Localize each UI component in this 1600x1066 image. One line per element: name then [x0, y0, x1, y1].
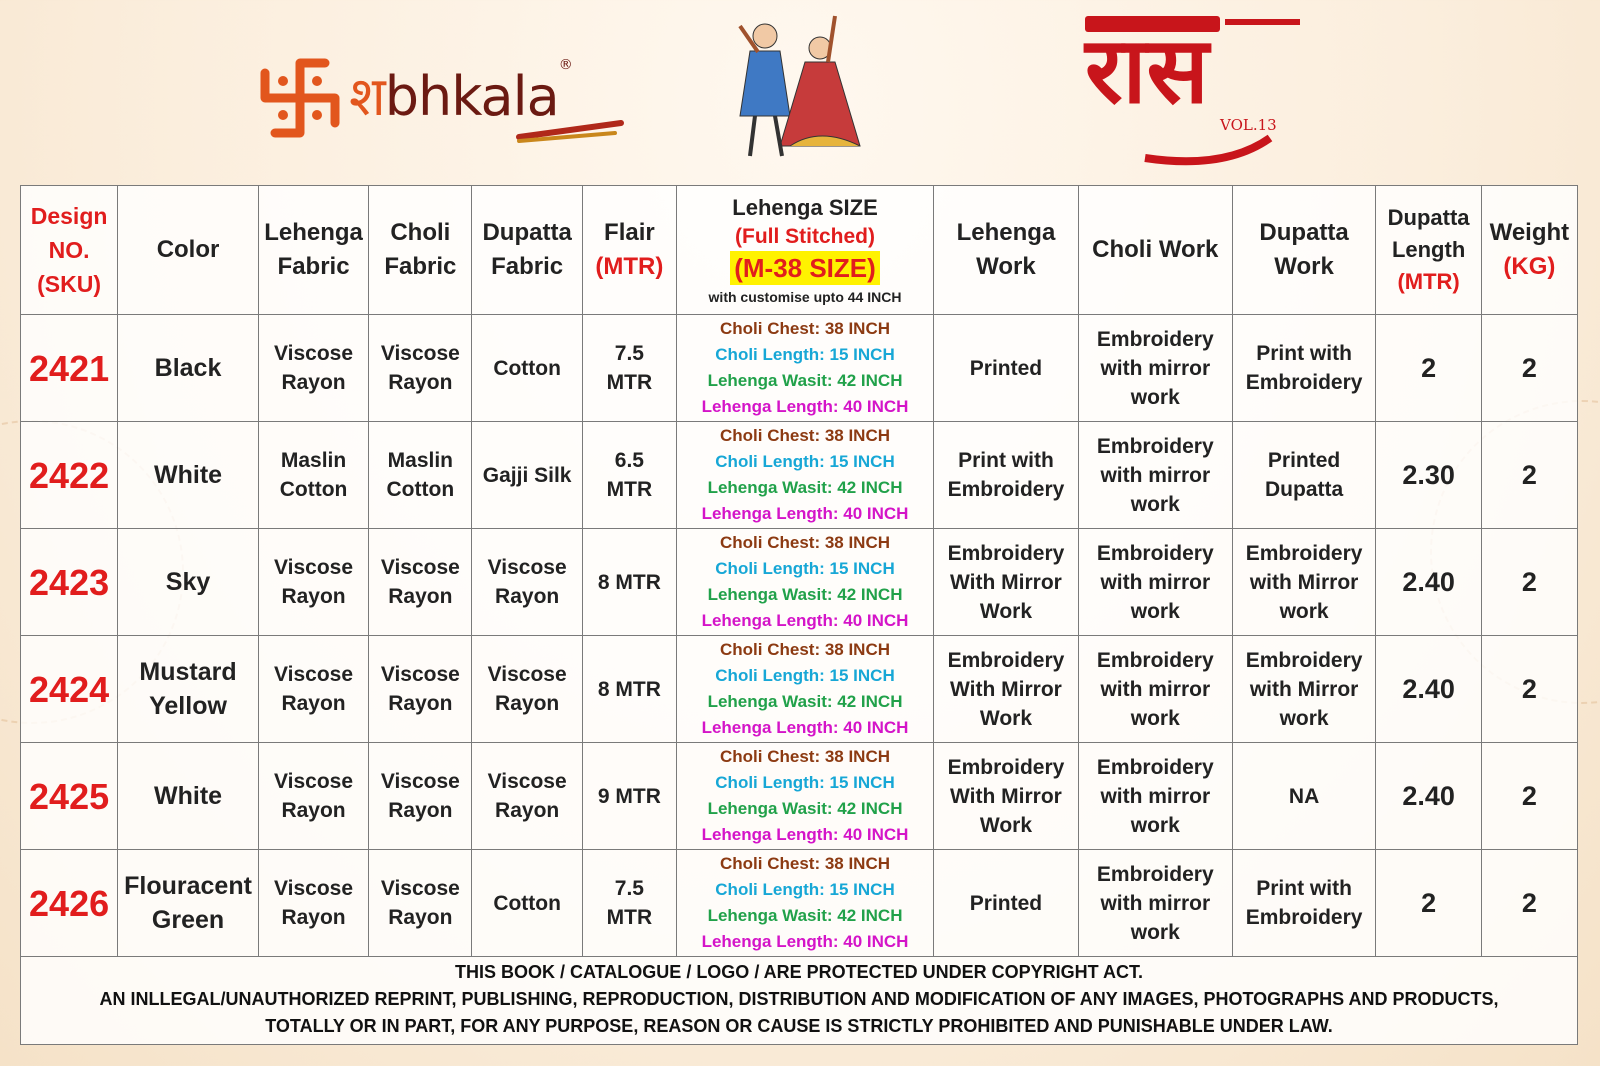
cell-size: Choli Chest: 38 INCH Choli Length: 15 INCH Lehenga Wasit: 42 INCH Lehenga Length: 40 INCH: [676, 422, 933, 529]
cell-color: Mustard Yellow: [118, 636, 259, 743]
cell-choli-fabric: Viscose Rayon: [369, 850, 472, 957]
cell-lehenga-fabric: Viscose Rayon: [258, 315, 368, 422]
cell-sku: 2425: [21, 743, 118, 850]
cell-dupatta-length: 2: [1376, 315, 1481, 422]
cell-flair: 9 MTR: [582, 743, 676, 850]
cell-color: Black: [118, 315, 259, 422]
cell-size: Choli Chest: 38 INCH Choli Length: 15 INCH Lehenga Wasit: 42 INCH Lehenga Length: 40 INCH: [676, 636, 933, 743]
header-dupatta-length: Dupatta Length (MTR): [1376, 186, 1481, 315]
cell-choli-work: Embroidery with mirror work: [1078, 422, 1232, 529]
table-row: [21, 636, 1578, 743]
cell-lehenga-fabric: Viscose Rayon: [258, 743, 368, 850]
cell-weight: 2: [1481, 315, 1577, 422]
cell-dupatta-fabric: Viscose Rayon: [472, 743, 582, 850]
cell-dupatta-fabric: Viscose Rayon: [472, 636, 582, 743]
cell-size: Choli Chest: 38 INCH Choli Length: 15 INCH Lehenga Wasit: 42 INCH Lehenga Length: 40 INCH: [676, 315, 933, 422]
cell-lehenga-fabric: Viscose Rayon: [258, 529, 368, 636]
table-row: [21, 850, 1578, 957]
cell-lehenga-work: Printed: [934, 315, 1079, 422]
swastik-icon: [255, 53, 345, 143]
size-highlight: (M-38 SIZE): [730, 251, 880, 285]
cell-flair: 8 MTR: [582, 636, 676, 743]
volume-label: VOL.13: [1220, 116, 1277, 134]
table-body: [21, 315, 1578, 957]
cell-sku: 2422: [21, 422, 118, 529]
catalogue-table-wrapper: [20, 185, 1578, 1045]
cell-choli-fabric: Viscose Rayon: [369, 315, 472, 422]
cell-choli-fabric: Viscose Rayon: [369, 636, 472, 743]
cell-dupatta-length: 2.40: [1376, 743, 1481, 850]
cell-choli-work: Embroidery with mirror work: [1078, 529, 1232, 636]
header-dupatta-work: Dupatta Work: [1232, 186, 1376, 315]
header-weight: Weight (KG): [1481, 186, 1577, 315]
cell-weight: 2: [1481, 850, 1577, 957]
cell-dupatta-work: NA: [1232, 743, 1376, 850]
cell-lehenga-work: Embroidery With Mirror Work: [934, 743, 1079, 850]
cell-dupatta-fabric: Cotton: [472, 315, 582, 422]
cell-lehenga-fabric: Viscose Rayon: [258, 850, 368, 957]
cell-dupatta-fabric: Gajji Silk: [472, 422, 582, 529]
cell-sku: 2424: [21, 636, 118, 743]
brand-name: शbhkala®: [349, 57, 572, 128]
cell-dupatta-length: 2.40: [1376, 529, 1481, 636]
header-sku: Design NO. (SKU): [21, 186, 118, 315]
cell-choli-work: Embroidery with mirror work: [1078, 636, 1232, 743]
cell-dupatta-length: 2.30: [1376, 422, 1481, 529]
cell-dupatta-work: Embroidery with Mirror work: [1232, 636, 1376, 743]
cell-choli-work: Embroidery with mirror work: [1078, 850, 1232, 957]
cell-flair: 6.5 MTR: [582, 422, 676, 529]
header-color: Color: [118, 186, 259, 315]
footer-line: THIS BOOK / CATALOGUE / LOGO / ARE PROTECTED UNDER COPYRIGHT ACT.: [454, 962, 1144, 982]
header-lehenga-work: Lehenga Work: [934, 186, 1079, 315]
collection-title: रास: [1085, 17, 1209, 124]
cell-size: Choli Chest: 38 INCH Choli Length: 15 INCH Lehenga Wasit: 42 INCH Lehenga Length: 40 INCH: [676, 850, 933, 957]
cell-choli-fabric: Maslin Cotton: [369, 422, 472, 529]
table-row: [21, 315, 1578, 422]
cell-color: White: [118, 743, 259, 850]
header-lehenga-fabric: Lehenga Fabric: [258, 186, 368, 315]
header-dupatta-fabric: Dupatta Fabric: [472, 186, 582, 315]
cell-size: Choli Chest: 38 INCH Choli Length: 15 INCH Lehenga Wasit: 42 INCH Lehenga Length: 40 INCH: [676, 529, 933, 636]
header-lehenga-size: Lehenga SIZE (Full Stitched) (M-38 SIZE) with customise upto 44 INCH: [676, 186, 933, 315]
cell-dupatta-fabric: Viscose Rayon: [472, 529, 582, 636]
collection-logo: [1085, 10, 1315, 170]
table-row: [21, 743, 1578, 850]
cell-dupatta-work: Print with Embroidery: [1232, 850, 1376, 957]
header-choli-fabric: Choli Fabric: [369, 186, 472, 315]
cell-dupatta-work: Printed Dupatta: [1232, 422, 1376, 529]
brand-logo: [255, 45, 635, 155]
cell-flair: 7.5 MTR: [582, 850, 676, 957]
table-row: [21, 422, 1578, 529]
cell-lehenga-work: Print with Embroidery: [934, 422, 1079, 529]
cell-lehenga-fabric: Maslin Cotton: [258, 422, 368, 529]
garba-dancers-illustration: [710, 6, 880, 166]
cell-weight: 2: [1481, 529, 1577, 636]
cell-color: Sky: [118, 529, 259, 636]
cell-sku: 2423: [21, 529, 118, 636]
flute-icon: [515, 117, 625, 145]
cell-sku: 2421: [21, 315, 118, 422]
cell-lehenga-work: Embroidery With Mirror Work: [934, 529, 1079, 636]
catalogue-table: [20, 185, 1578, 957]
header-choli-work: Choli Work: [1078, 186, 1232, 315]
copyright-footer: [20, 957, 1578, 1045]
cell-dupatta-work: Print with Embroidery: [1232, 315, 1376, 422]
cell-lehenga-fabric: Viscose Rayon: [258, 636, 368, 743]
table-header-row: [21, 186, 1578, 315]
cell-color: White: [118, 422, 259, 529]
cell-weight: 2: [1481, 422, 1577, 529]
cell-choli-fabric: Viscose Rayon: [369, 743, 472, 850]
cell-choli-work: Embroidery with mirror work: [1078, 315, 1232, 422]
cell-lehenga-work: Printed: [934, 850, 1079, 957]
cell-choli-work: Embroidery with mirror work: [1078, 743, 1232, 850]
cell-weight: 2: [1481, 743, 1577, 850]
cell-lehenga-work: Embroidery With Mirror Work: [934, 636, 1079, 743]
cell-size: Choli Chest: 38 INCH Choli Length: 15 INCH Lehenga Wasit: 42 INCH Lehenga Length: 40 INCH: [676, 743, 933, 850]
cell-dupatta-work: Embroidery with Mirror work: [1232, 529, 1376, 636]
header-flair: Flair (MTR): [582, 186, 676, 315]
cell-dupatta-fabric: Cotton: [472, 850, 582, 957]
cell-sku: 2426: [21, 850, 118, 957]
cell-color: Flouracent Green: [118, 850, 259, 957]
cell-flair: 7.5 MTR: [582, 315, 676, 422]
cell-weight: 2: [1481, 636, 1577, 743]
footer-line: AN INLLEGAL/UNAUTHORIZED REPRINT, PUBLISHING, REPRODUCTION, DISTRIBUTION AND MODIFICATION OF ANY IMAGES, PHOTOGRAPHS AND PRODUCTS,: [99, 989, 1499, 1009]
footer-line: TOTALLY OR IN PART, FOR ANY PURPOSE, REASON OR CAUSE IS STRICTLY PROHIBITED AND PUNISHABLE UNDER LAW.: [265, 1016, 1333, 1036]
table-row: [21, 529, 1578, 636]
cell-dupatta-length: 2: [1376, 850, 1481, 957]
cell-flair: 8 MTR: [582, 529, 676, 636]
cell-choli-fabric: Viscose Rayon: [369, 529, 472, 636]
cell-dupatta-length: 2.40: [1376, 636, 1481, 743]
